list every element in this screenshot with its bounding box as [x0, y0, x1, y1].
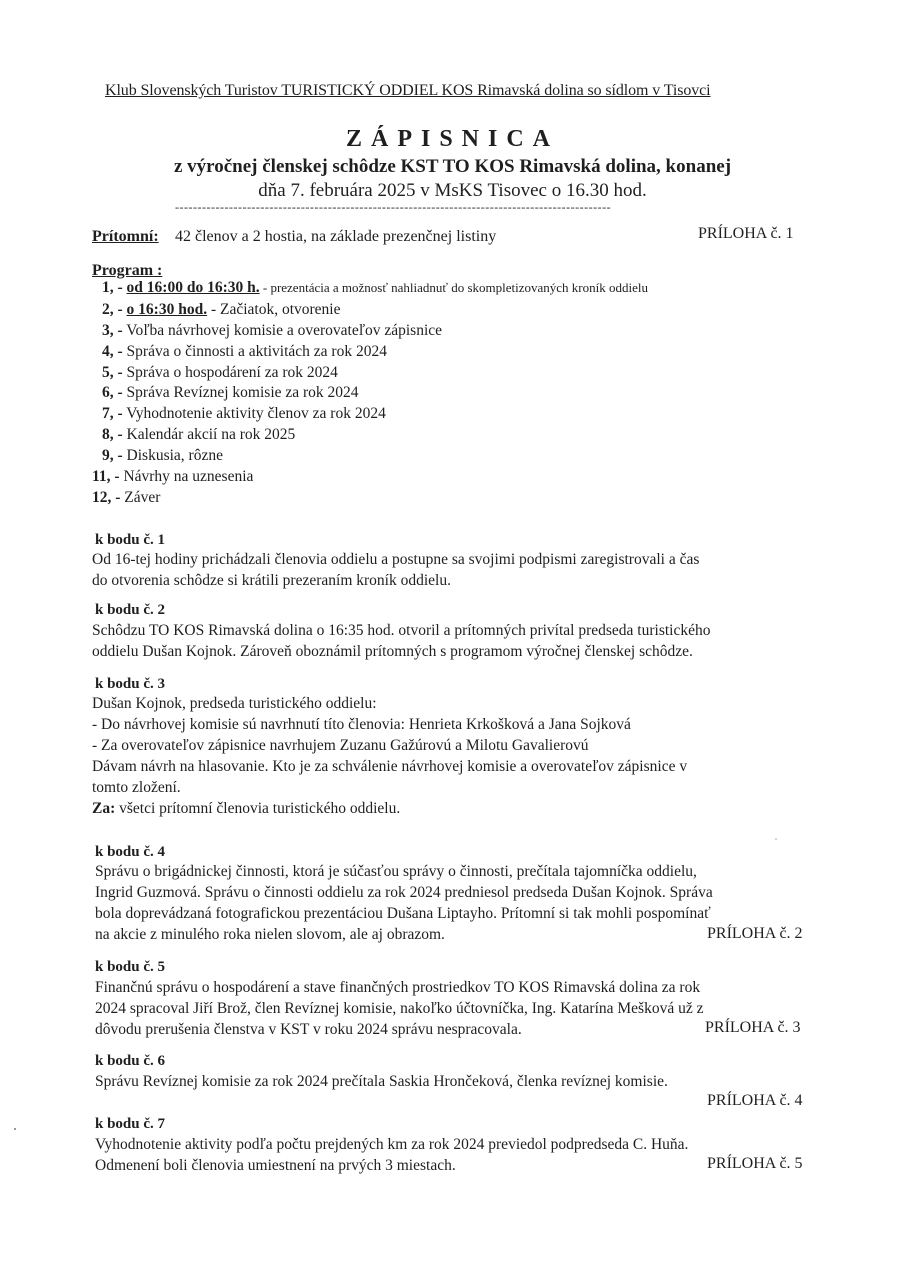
section-body-1	[92, 549, 699, 591]
section-heading-3: k bodu č. 3	[95, 676, 166, 692]
section-body-2	[92, 620, 710, 662]
program-item-7	[102, 405, 386, 423]
section-line: Správu Revíznej komisie za rok 2024 prečítala Saskia Hrončeková, členka revíznej komisie.	[95, 1073, 668, 1090]
scan-speck	[14, 1128, 16, 1130]
vote-text: všetci prítomní členovia turistického oddielu.	[115, 800, 401, 817]
vote-label: Za:	[92, 800, 116, 817]
present-label: Prítomní:	[92, 228, 159, 245]
program-item-9	[102, 447, 223, 465]
document-title: ZÁPISNICA	[345, 126, 560, 152]
section-line: do otvorenia schôdze si krátili prezeraním kroník oddielu.	[92, 572, 451, 589]
section-line: Správu o brigádnickej činnosti, ktorá je súčasťou správy o činnosti, prečítala tajomníčka oddielu,	[95, 863, 697, 880]
program-item-number: 4, -	[102, 343, 123, 360]
program-item-3	[102, 322, 442, 340]
program-item-number: 3, -	[102, 322, 123, 339]
program-item-number: 12, -	[92, 489, 121, 506]
annex-2: PRÍLOHA č. 2	[707, 925, 803, 942]
program-item-11	[92, 468, 253, 486]
section-heading-2: k bodu č. 2	[95, 602, 166, 618]
section-heading-7: k bodu č. 7	[95, 1116, 166, 1132]
program-item-text: Návrhy na uznesenia	[123, 468, 254, 485]
section-body-3	[92, 693, 687, 819]
program-item-4	[102, 343, 387, 361]
section-body-6	[95, 1071, 668, 1092]
program-item-text: Správa Revíznej komisie za rok 2024	[126, 384, 359, 401]
present-text: 42 členov a 2 hostia, na základe prezenčnej listiny	[175, 228, 497, 245]
section-line: na akcie z minulého roka nielen slovom, ale aj obrazom.	[95, 926, 445, 943]
program-item-number: 9, -	[102, 447, 123, 464]
section-line: Dávam návrh na hlasovanie. Kto je za schválenie návrhovej komisie a overovateľov zápisnice v	[92, 758, 688, 775]
section-line: tomto zložení.	[92, 779, 181, 796]
section-line: Schôdzu TO KOS Rimavská dolina o 16:35 hod. otvoril a prítomných privítal predseda turistického	[92, 622, 711, 639]
section-line: dôvodu prerušenia členstva v KST v roku 2024 správu nespracovala.	[95, 1021, 522, 1038]
section-heading-5: k bodu č. 5	[95, 959, 166, 975]
program-item-8	[102, 426, 295, 444]
separator-line: -------------------------------------------------------------------------------------------------	[175, 200, 612, 212]
annex-4: PRÍLOHA č. 4	[707, 1092, 803, 1109]
section-line: Odmenení boli členovia umiestnení na prvých 3 miestach.	[95, 1157, 456, 1174]
section-line: Od 16-tej hodiny prichádzali členovia oddielu a postupne sa svojimi podpismi zaregistrovali a čas	[92, 551, 700, 568]
program-item-number: 6, -	[102, 384, 123, 401]
program-item-text: Diskusia, rôzne	[126, 447, 223, 464]
section-line: Dušan Kojnok, predseda turistického oddielu:	[92, 695, 377, 712]
section-heading-4: k bodu č. 4	[95, 844, 166, 860]
program-item-text: - prezentácia a možnosť nahliadnuť do skompletizovaných kroník oddielu	[259, 280, 648, 295]
program-item-text: Kalendár akcií na rok 2025	[126, 426, 296, 443]
program-item-text: Vyhodnotenie aktivity členov za rok 2024	[126, 405, 386, 422]
program-item-number: 5, -	[102, 364, 123, 381]
section-line: 2024 spracoval Jiří Brož, člen Revíznej komisie, nakoľko účtovníčka, Ing. Katarína Mešková už z	[95, 1000, 704, 1017]
document-subtitle: z výročnej členskej schôdze KST TO KOS Rimavská dolina, konanej	[173, 156, 732, 177]
section-heading-6: k bodu č. 6	[95, 1053, 166, 1069]
section-line: - Do návrhovej komisie sú navrhnutí títo členovia: Henrieta Krkošková a Jana Sojková	[92, 716, 631, 733]
section-heading-1: k bodu č. 1	[95, 532, 166, 548]
section-line: oddielu Dušan Kojnok. Zároveň oboznámil prítomných s programom výročnej členskej schôdze.	[92, 643, 693, 660]
section-line: - Za overovateľov zápisnice navrhujem Zuzanu Gažúrovú a Milotu Gavalierovú	[92, 737, 589, 754]
section-line: Ingrid Guzmová. Správu o činnosti oddielu za rok 2024 predniesol predseda Dušan Kojnok. Správa	[95, 884, 713, 901]
program-item-number: 11, -	[92, 468, 120, 485]
scan-speck	[775, 838, 777, 840]
program-item-time: od 16:00 do 16:30 h.	[126, 279, 260, 296]
vote-line	[92, 798, 687, 819]
program-item-number: 7, -	[102, 405, 123, 422]
annex-3: PRÍLOHA č. 3	[705, 1019, 801, 1036]
program-item-12	[92, 489, 160, 507]
program-item-time: o 16:30 hod.	[126, 301, 208, 318]
program-item-number: 1, -	[102, 279, 123, 296]
section-line: Finančnú správu o hospodárení a stave finančných prostriedkov TO KOS Rimavská dolina za rok	[95, 979, 701, 996]
section-line: Vyhodnotenie aktivity podľa počtu prejdených km za rok 2024 previedol podpredseda C. Huňa.	[95, 1136, 689, 1153]
meeting-date-line: dňa 7. februára 2025 v MsKS Tisovec o 16.30 hod.	[258, 180, 647, 201]
annex-5: PRÍLOHA č. 5	[707, 1155, 803, 1172]
program-item-1	[102, 279, 648, 297]
program-item-text: Záver	[124, 489, 161, 506]
program-item-text: Voľba návrhovej komisie a overovateľov zápisnice	[126, 322, 443, 339]
program-item-text: Správa o hospodárení za rok 2024	[126, 364, 338, 381]
section-body-5	[95, 977, 703, 1040]
section-body-4	[95, 861, 713, 945]
program-item-5	[102, 364, 338, 382]
section-line: bola doprevádzaná fotografickou prezentáciou Dušana Liptayho. Prítomní si tak mohli pospomínať	[95, 905, 711, 922]
program-item-number: 2, -	[102, 301, 123, 318]
program-item-text: Správa o činnosti a aktivitách za rok 2024	[126, 343, 387, 360]
section-body-7	[95, 1134, 688, 1176]
program-label: Program :	[92, 262, 163, 279]
program-item-6	[102, 384, 359, 402]
club-header: Klub Slovenských Turistov TURISTICKÝ ODDIEL KOS Rimavská dolina so sídlom v Tisovci	[105, 82, 711, 99]
program-item-2	[102, 301, 341, 319]
program-item-number: 8, -	[102, 426, 123, 443]
program-item-text: - Začiatok, otvorenie	[207, 301, 341, 318]
annex-1: PRÍLOHA č. 1	[698, 225, 794, 242]
